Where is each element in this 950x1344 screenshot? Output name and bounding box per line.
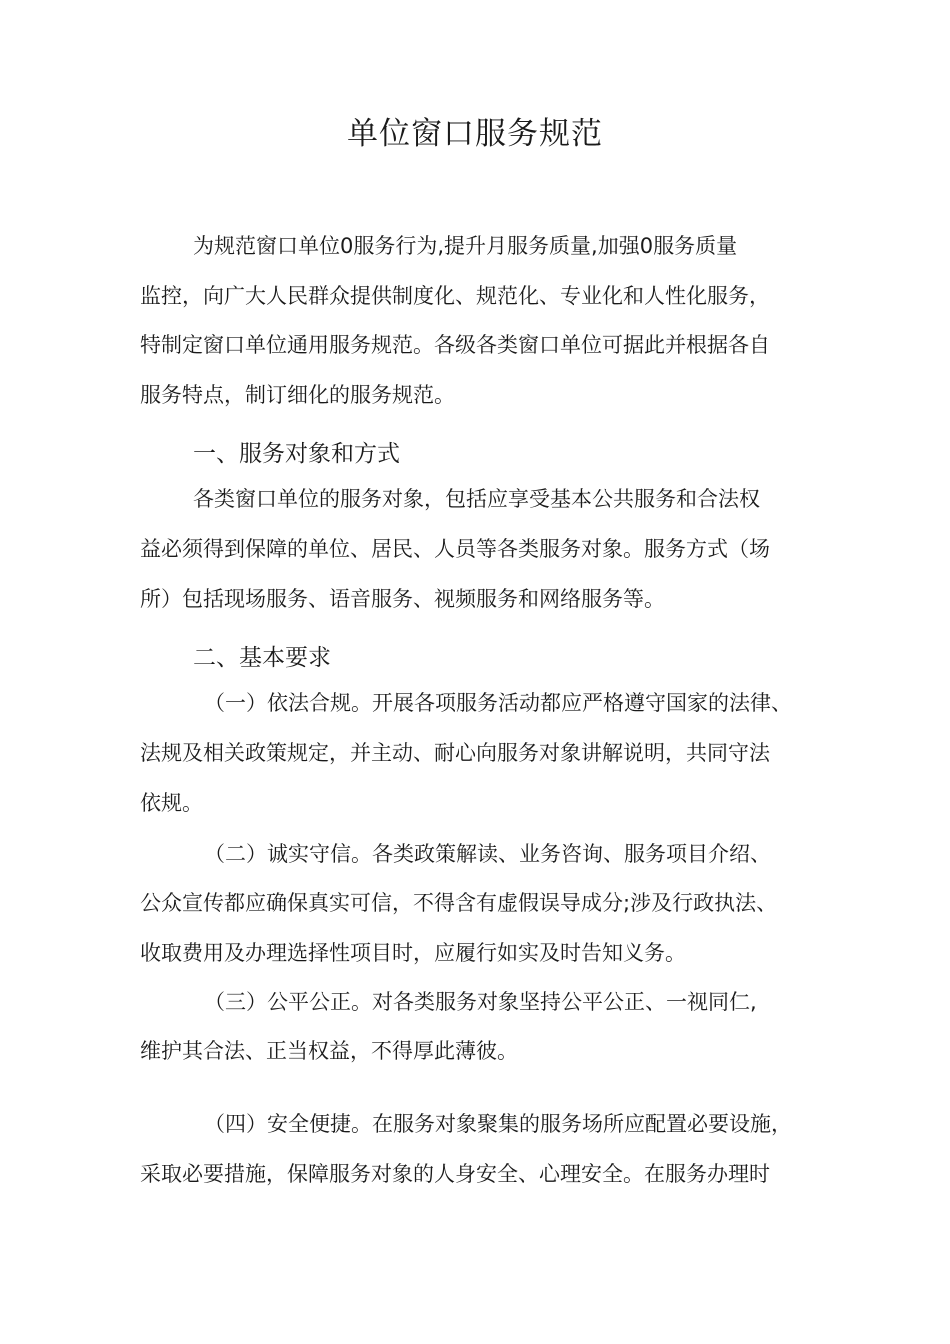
item-1-line-3: 依规。 <box>140 791 203 815</box>
section-2-heading: 二、基本要求 <box>193 645 331 671</box>
section-1-heading: 一、服务对象和方式 <box>193 441 400 467</box>
item-3-line-2: 维护其合法、正当权益，不得厚此薄彼。 <box>140 1039 518 1063</box>
document-title: 单位窗口服务规范 <box>347 116 603 152</box>
section-1-line-3: 所）包括现场服务、语音服务、视频服务和网络服务等。 <box>140 587 665 611</box>
intro-line-2: 监控，向广大人民群众提供制度化、规范化、专业化和人性化服务， <box>140 284 770 308</box>
item-4-line-1: （四）安全便捷。在服务对象聚集的服务场所应配置必要设施， <box>204 1112 792 1136</box>
intro-line-3: 特制定窗口单位通用服务规范。各级各类窗口单位可据此并根据各自 <box>140 333 770 357</box>
intro-line-1: 为规范窗口单位0服务行为,提升月服务质量,加强0服务质量 <box>193 234 738 258</box>
item-2-line-1: （二）诚实守信。各类政策解读、业务咨询、服务项目介绍、 <box>204 842 771 866</box>
item-1-line-1: （一）依法合规。开展各项服务活动都应严格遵守国家的法律、 <box>204 691 792 715</box>
section-1-line-2: 益必须得到保障的单位、居民、人员等各类服务对象。服务方式（场 <box>140 537 770 561</box>
item-4-line-2: 采取必要措施，保障服务对象的人身安全、心理安全。在服务办理时 <box>140 1162 770 1186</box>
intro-line-4: 服务特点，制订细化的服务规范。 <box>140 383 455 407</box>
item-3-line-1: （三）公平公正。对各类服务对象坚持公平公正、一视同仁, <box>204 990 757 1014</box>
item-2-line-3: 收取费用及办理选择性项目时，应履行如实及时告知义务。 <box>140 941 686 965</box>
section-1-line-1: 各类窗口单位的服务对象，包括应享受基本公共服务和合法权 <box>193 487 760 511</box>
item-2-line-2: 公众宣传都应确保真实可信，不得含有虚假误导成分;涉及行政执法、 <box>140 891 778 915</box>
item-1-line-2: 法规及相关政策规定，并主动、耐心向服务对象讲解说明，共同守法 <box>140 741 770 765</box>
